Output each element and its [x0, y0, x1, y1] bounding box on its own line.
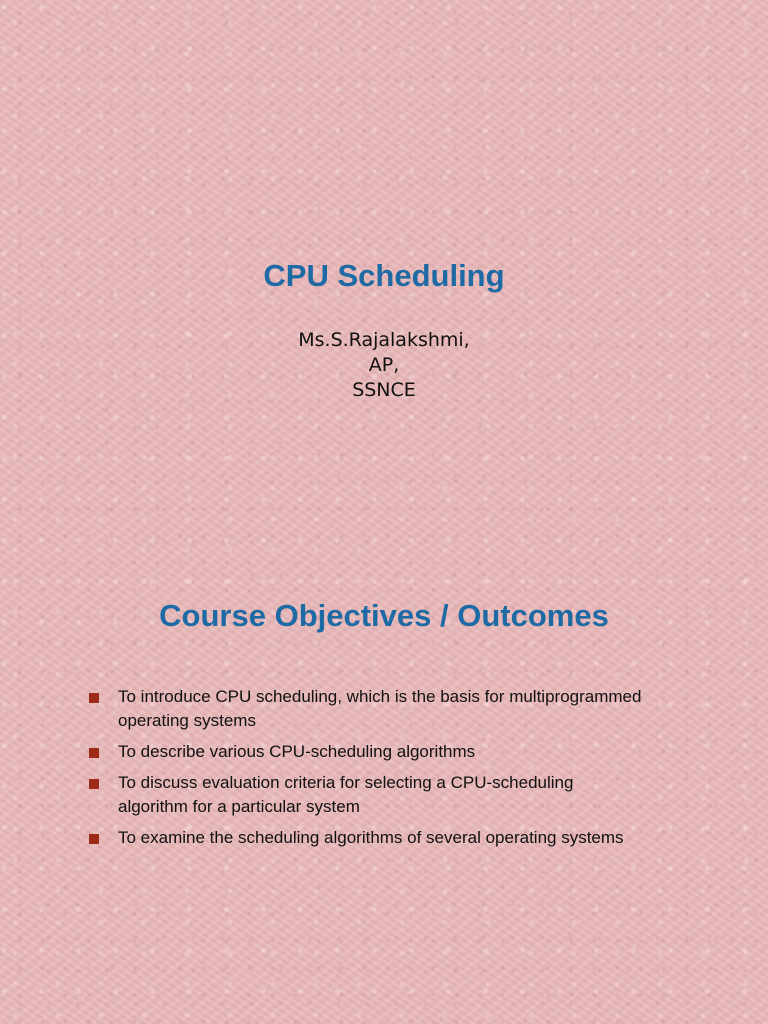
objectives-list	[88, 685, 648, 857]
square-bullet-icon	[89, 693, 99, 703]
square-bullet-icon	[89, 748, 99, 758]
author-block	[0, 328, 768, 403]
slide-title: CPU Scheduling	[263, 258, 505, 293]
square-bullet-icon	[89, 834, 99, 844]
list-item	[88, 771, 648, 819]
objectives-slide	[0, 512, 768, 1024]
list-item-text: To discuss evaluation criteria for selecting a CPU-scheduling algorithm for a particular system	[118, 773, 574, 816]
list-item-text: To describe various CPU-scheduling algorithms	[118, 742, 476, 761]
list-item-text: To examine the scheduling algorithms of several operating systems	[118, 828, 624, 847]
author-designation: AP,	[368, 354, 400, 376]
list-item	[88, 740, 648, 764]
list-item	[88, 685, 648, 733]
list-item	[88, 826, 648, 850]
list-item-text: To introduce CPU scheduling, which is the basis for multiprogrammed operating systems	[118, 687, 642, 730]
objectives-title: Course Objectives / Outcomes	[159, 598, 609, 633]
author-name: Ms.S.Rajalakshmi,	[298, 329, 470, 351]
square-bullet-icon	[89, 779, 99, 789]
author-institution: SSNCE	[352, 379, 416, 401]
